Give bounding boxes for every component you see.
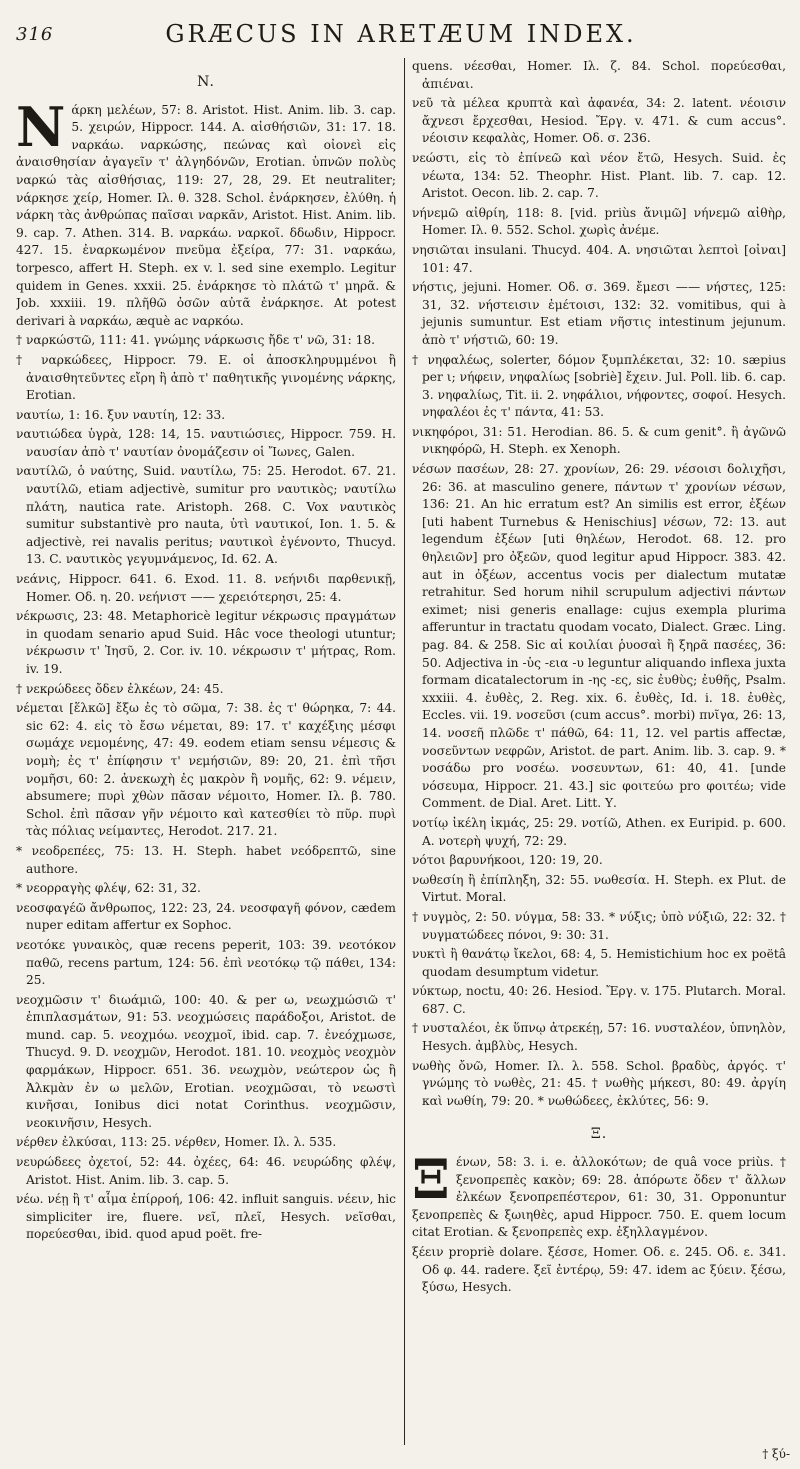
index-entry (412, 1244, 786, 1297)
index-entry (16, 608, 396, 678)
left-entry-list (16, 94, 396, 1244)
entry-text: νέμεται [ἕλκῶ] ἔξω ἐς τὸ σῶμα, 7: 38. ἐς τ' θώρηκα, 7: 44. sic 62: 4. εἰς τὸ ἔσω νέμεται, 89: 17. τ' καχέξιης μέσφι σωμάχε νεμομένης, 47: 49. eodem etiam sensu νέμεσις & νομὴ; ἐς τ' ἐπίφησιν τ' νεμήσιῶν, 89: 20, 21. ἐπὶ τῆσι νομῆσι, 60: 2. ἀνεκωχὴ ἐς μακρὸν ἢ νομῆς, 62: 9. νέμειν, absumere; πυρὶ χθὼν πᾶσαν νέμοιτο, Homer. Ιλ. β. 780. Schol. ἐπὶ πᾶσαν γῆν νέμοιτο καὶ κατεσθίει τὸ πῦρ. πυρὶ τὰς πόλιας νείμαντες, Herodot. 217. 21. (16, 701, 396, 839)
index-entry (412, 424, 786, 459)
entry-text: νοτίῳ ἰκέλη ἰκμάς, 25: 29. νοτίῶ, Athen. ex Euripid. p. 600. A. νοτερὴ ψυχή, 72: 29. (412, 815, 786, 848)
entry-text: † νηφαλέως, solerter, δόμον ξυμπλέκεται, 32: 10. sæpius per ι; νήφειν, νηφαλίως [sobriè] ἔχειν. Jul. Poll. lib. 6. cap. 3. νηφαλίως, Tit. ii. 2. νηφάλιοι, νήφοντες, σοφοί. Hesych. νηφαλέοι ἐς τ' πάντα, 41: 53. (412, 352, 786, 420)
entry-text: άρκη μελέων, 57: 8. Aristot. Hist. Anim. lib. 3. cap. 5. χειρών, Hippocr. 144. A. αἰσθήσιῶν, 31: 17. 18. ναρκάω. ναρκώσης, πεώνας καὶ οἰονεὶ εἰς ἀναισθησίαν ἀγαγεῖν τ' ἀλγηδόνῶν, Erotian. ὑπνῶν πολὺς ναρκώ τὰς αἰσθήσιας, 119: 27, 28, 29. Et neutraliter; νάρκησε χείρ, Homer. Ιλ. θ. 328. Schol. ἐνάρκησεν, ἐλύθη. ἡ νάρκη τὰς ἀνθρώπας παῖσαι ναρκᾶν, Aristot. Hist. Anim. lib. 9. cap. 7. Athen. 314. B. ναρκάω. ναρκοῖ. δδωδιν, Hippocr. 427. 15. ἐναρκωμένον πνεῦμα ἐξείρα, 77: 31. ναρκάω, torpesco, affert H. Steph. ex v. l. sed sine exemplo. Legitur quidem in Genes. xxxii. 25. ἐνάρκησε τὸ πλάτῶ τ' μηρᾶ. & Job. xxxiii. 19. πλῆθῶ ὀσῶν αὐτᾶ ἐνάρκησε. At potest derivari à ναρκάω, æquè ac ναρκόω. (16, 102, 396, 328)
entry-text: νωθεσίη ἢ ἐπίπληξη, 32: 55. νωθεσία. H. Steph. ex Plut. de Virtut. Moral. (412, 872, 786, 905)
index-entry (16, 900, 396, 935)
entry-text: νευρώδεες ὀχετοί, 52: 44. ὀχέες, 64: 46. νευρώδης φλέψ, Aristot. Hist. Anim. lib. 3. cap. 5. (16, 1155, 396, 1187)
entry-text: † νεκρώδεες ὄδεν ἐλκέων, 24: 45. (16, 681, 224, 696)
entry-text: νικηφόροι, 31: 51. Herodian. 86. 5. & cum genit°. ἢ ἀγῶνῶ νικηφόρῶ, H. Steph. ex Xenoph. (412, 424, 786, 457)
entry-text: † νυγμὸς, 2: 50. νύγμα, 58: 33. * νύξις; ὑπὸ νύξιῶ, 22: 32. † νυγματώδεες πόνοι, 9: 30: 31. (412, 909, 786, 942)
index-entry (412, 95, 786, 148)
index-entry (412, 150, 786, 203)
entry-text: ναυτιώδεα ὑγρὰ, 128: 14, 15. ναυτιώσιες, Hippocr. 759. H. ναυσίαν ἀπὸ τ' ναυτίαν ὀνομάζεσιν οἱ Ἴωνες, Galen. (16, 427, 396, 459)
index-entry (412, 279, 786, 349)
index-entry (412, 1147, 786, 1242)
entry-text: νυκτὶ ἢ θανάτῳ ἴκελοι, 68: 4, 5. Hemistichium hoc ex poëtâ quodam desumptum videtur. (412, 947, 786, 979)
entry-text: νεοχμῶσιν τ' διωάμιῶ, 100: 40. & per ω, νεωχμώσιῶ τ' ἐπιπλασμάτων, 91: 53. νεοχμώσεις παράδοξοι, Aristot. de mund. cap. 5. νεοχμόω. νεοχμοῖ, ibid. cap. 7. ἐνεόχμωσε, Thucyd. 9. D. νεοχμῶν, Herodot. 181. 10. νεοχμὸς νεοχμὸν φαρμάκων, Hippocr. 651. 36. νεωχμὸν, νεώτερον ὡς ἢ Ἀλκμὰν ἐν ω μελῶν, Erotian. νεοχμῶσαι, τὸ νεωστὶ κινῆσαι, Ionibus dici notat Corinthus. νεοχμῶσιν, νεοκινῆσιν, Hesych. (16, 992, 396, 1130)
index-entry (412, 872, 786, 907)
index-entry (16, 407, 396, 425)
right-column (412, 58, 786, 1445)
entry-text: * νεορραγὴς φλέψ, 62: 31, 32. (16, 881, 201, 896)
right-entry-list-bottom (412, 1147, 786, 1297)
index-entry (16, 463, 396, 569)
index-entry (412, 58, 786, 93)
section-heading-xi: Ξ. (590, 1126, 608, 1143)
index-entry (412, 242, 786, 277)
entry-text: νέσων πασέων, 28: 27. χρονίων, 26: 29. νέσοισι δολιχῆσι, 26: 36. at masculino genere, πάντων τ' χρονίων νέσων, 136: 21. An hic erratum est? An similis est error, ἐξέων [uti habent Turnebus & Henischius] νέσων, 72: 13. aut legendum ἐξέων [uti θηλέων, Herodot. 68. 12. pro θηλειῶν] pro ὀξεῶν, quod legitur apud Hippocr. 383. 42. aut in ὀξέων, accentus vocis per dialectum mutatæ retrahitur. Sed horum nihil scrupulum adjectivi πάντων eximet; nisi generis enallage: cujus exempla plurima afferuntur in tractatu quodam vocato, Dialect. Græc. Ling. pag. 84. & 258. Sic αἱ κοιλίαι ῥυοσαὶ ἢ ξηρᾶ πασέες, 36: 50. Adjectiva in -ὑς -εια -υ leguntur aliquando inflexa juxta formam dicatalectorum in -ης -ες, sic ἐυθὺς; ἐυθῆς, Psalm. xxxiii. 4. ἐυθὲς, 2. Reg. xix. 6. ἐυθὲς, Id. i. 18. ἐυθὲς, Eccles. vii. 19. νοσεῦσι (cum accus°. morbi) πνῖγα, 26: 13, 14. νοσεῆ πλῶδε τ' πάθῶ, 64: 11, 12. vel partis affectæ, νοσεῦντων νεφρῶν, Aristot. de part. Anim. lib. 3. cap. 9. * νοσάδω pro νοσέω. νοσευντων, 61: 40, 41. [unde νόσευμα, Hippocr. 21. 43.] sic φοιτεύω pro φοιτέω; vide Comment. de Dial. Aret. Litt. Υ. (412, 462, 786, 811)
entry-text: † ναρκώδεες, Hippocr. 79. E. οἱ ἀποσκληρυμμένοι ἢ ἀναισθητεῦντες εἴρη ἢ ἀπὸ τ' παθητικῆς γινομένης νάρκης, Erotian. (16, 352, 396, 403)
entry-text: νότοι βαρυνήκοοι, 120: 19, 20. (412, 853, 603, 868)
page-header (16, 14, 786, 54)
index-entry (16, 880, 396, 898)
index-entry (412, 983, 786, 1018)
section-heading-n: N. (197, 74, 215, 90)
index-entry (16, 1191, 396, 1244)
entry-text: νέω. νέῃ ἢ τ' αἷμα ἐπίρροή, 106: 42. influit sanguis. νέειν, hic simpliciter ire, fluere. νεῖ, πλεῖ, Hesych. νεῖσθαι, πορεύεσθαι, ibid. quod apud poët. fre- (16, 1192, 396, 1242)
index-entry (16, 681, 396, 699)
entry-text: νεάνις, Hippocr. 641. 6. Exod. 11. 8. νεήνιδι παρθενικῇ, Homer. Οδ. η. 20. νεήνιστ —— χερειότερησι, 25: 4. (16, 572, 396, 604)
index-entry (412, 852, 786, 870)
entry-text: * νεοδρεπέες, 75: 13. H. Steph. habet νεόδρεπτῶ, sine authore. (16, 843, 396, 876)
entry-text: νεῦ τὰ μέλεα κρυπτὰ καὶ ἀφανέα, 34: 2. latent. νέοισιν ἄχνεσι ἔρχεσθαι, Hesiod. Ἔργ. v. 471. & cum accus°. νέοισιν κεφαλὰς, Homer. Οδ. σ. 236. (412, 96, 786, 146)
entry-text: ναυτίω, 1: 16. ξυν ναυτίη, 12: 33. (16, 407, 226, 422)
index-entry (412, 352, 786, 422)
index-entry (412, 1020, 786, 1055)
catchword: † ξύ- (762, 1447, 790, 1461)
index-entry (412, 909, 786, 944)
entry-text: νέκρωσις, 23: 48. Metaphoricè legitur νέκρωσις πραγμάτων in quodam senario apud Suid. Hâc voce theologi utuntur; νέκρωσιν τ' Ἰησῦ, 2. Cor. iv. 10. νέκρωσιν τ' μήτρας, Rom. iv. 19. (16, 609, 396, 676)
index-entry (412, 461, 786, 813)
index-entry (16, 843, 396, 878)
entry-text: νήστις, jejuni. Homer. Οδ. σ. 369. ἔμεσι —— νήστες, 125: 31, 32. νήστεισιν ἐμέτοισι, 132: 32. vomitibus, qui à jejunis sumuntur. Est etiam νῆστις intestinum jejunum. ἀπὸ τ' νήστιῶ, 60: 19. (412, 280, 786, 347)
running-title: GRÆCUS IN ARETÆUM INDEX. (165, 20, 637, 48)
entry-text: νέρθεν ἐλκύσαι, 113: 25. νέρθεν, Homer. Ιλ. λ. 535. (16, 1135, 337, 1150)
index-entry (16, 571, 396, 606)
page-number: 316 (16, 24, 54, 45)
left-column (16, 58, 396, 1445)
index-entry (16, 992, 396, 1133)
index-entry (412, 815, 786, 850)
index-entry (412, 205, 786, 240)
index-entry (16, 332, 396, 350)
entry-text: ξέειν propriè dolare. ξέσσε, Homer. Οδ. ε. 245. Οδ. ε. 341. Οδ φ. 44. radere. ξεῖ ἐντέρῳ, 59: 47. idem ac ξύειν. ξέσω, ξύσω, Hesych. (412, 1245, 786, 1295)
entry-text: νεοτόκε γυναικὸς, quæ recens peperit, 103: 39. νεοτόκον παθῶ, recens partum, 124: 56. ἐπὶ νεοτόκῳ τῷ πάθει, 134: 25. (16, 937, 396, 988)
drop-cap: N (16, 94, 66, 159)
index-entry (16, 700, 396, 841)
index-entry (16, 937, 396, 990)
index-entry (16, 1134, 396, 1152)
drop-cap: Ξ (412, 1147, 450, 1212)
entry-text: † νυσταλέοι, ἐκ ὕπνῳ ἀτρεκέῃ, 57: 16. νυσταλέον, ὑπνηλὸν, Hesych. ἀμβλὺς, Hesych. (412, 1021, 786, 1054)
entry-text: νήνεμῶ αἰθρίη, 118: 8. [vid. priùs ἄνιμῶ] νήνεμῶ αἰθὴρ, Homer. Ιλ. θ. 552. Schol. χωρὶς ἀνέμε. (412, 205, 786, 238)
entry-text: quens. νέεσθαι, Homer. Ιλ. ζ. 84. Schol. πορεύεσθαι, ἀπιέναι. (412, 59, 786, 91)
index-entry (412, 946, 786, 981)
index-entry (412, 1058, 786, 1111)
index-entry (16, 1154, 396, 1189)
two-column-body (16, 58, 786, 1445)
entry-text: νύκτωρ, noctu, 40: 26. Hesiod. Ἔργ. v. 175. Plutarch. Moral. 687. C. (412, 984, 786, 1016)
entry-text: νεοσφαγέῶ ἄνθρωπος, 122: 23, 24. νεοσφαγῆ φόνον, cædem nuper editam affertur ex Sophoc. (16, 900, 396, 933)
right-entry-list-top (412, 58, 786, 1110)
entry-text: νησιῶται insulani. Thucyd. 404. A. νησιῶται λεπτοὶ [οἰναι] 101: 47. (412, 242, 786, 275)
entry-text: νωθὴς ὄνῶ, Homer. Ιλ. λ. 558. Schol. βραδὺς, ἀργός. τ' γνώμης τὸ νωθὲς, 21: 45. † νωθὴς μήκεσι, 80: 49. ἀργίη καὶ νωθίη, 79: 20. * νωθώδεες, ἐκλύτες, 56: 9. (412, 1058, 786, 1108)
entry-text: νεώστι, εἰς τὸ ἐπίνεῶ καὶ νέον ἔτῶ, Hesych. Suid. ἐς νέωτα, 134: 52. Theophr. Hist. Plant. lib. 7. cap. 12. Aristot. Oecon. lib. 2. cap. 7. (412, 150, 786, 201)
index-entry (16, 352, 396, 405)
index-entry (16, 94, 396, 331)
index-entry (16, 426, 396, 461)
entry-text: † ναρκώστῶ, 111: 41. γνώμης νάρκωσις ἤδε τ' νῶ, 31: 18. (16, 333, 376, 348)
column-divider (404, 58, 405, 1445)
entry-text: ένων, 58: 3. i. e. ἀλλοκότων; de quâ voce priùs. † ξενοπρεπὲς κακὸν; 69: 28. ἀπόρωτε ὄδεν τ' ἄλλων ἐλκέων ξενοπρεπέστερον, 61: 30, 31. Opponuntur ξενοπρεπὲς & ξωιηθὲς, apud Hippocr. 750. E. quem locum citat Erotian. & ξενοπρεπὲς exp. ἐξηλλαγμένον. (412, 1155, 786, 1240)
entry-text: ναυτίλῶ, ὁ ναύτης, Suid. ναυτίλω, 75: 25. Herodot. 67. 21. ναυτίλῶ, etiam adjectivè, sumitur pro ναυτικὸς; ναυτίλω πλάτη, nautica rate. Aristoph. 268. C. Vox ναυτικὸς sumitur substantivè pro nauta, ὑτὶ ναυτικοί, Ion. 1. 5. & adjectivè, rei navalis peritus; ναυτικοὶ ἐγένοντο, Thucyd. 13. C. ναυτικὸς γεγυμνάμενος, Id. 62. A. (16, 464, 396, 567)
